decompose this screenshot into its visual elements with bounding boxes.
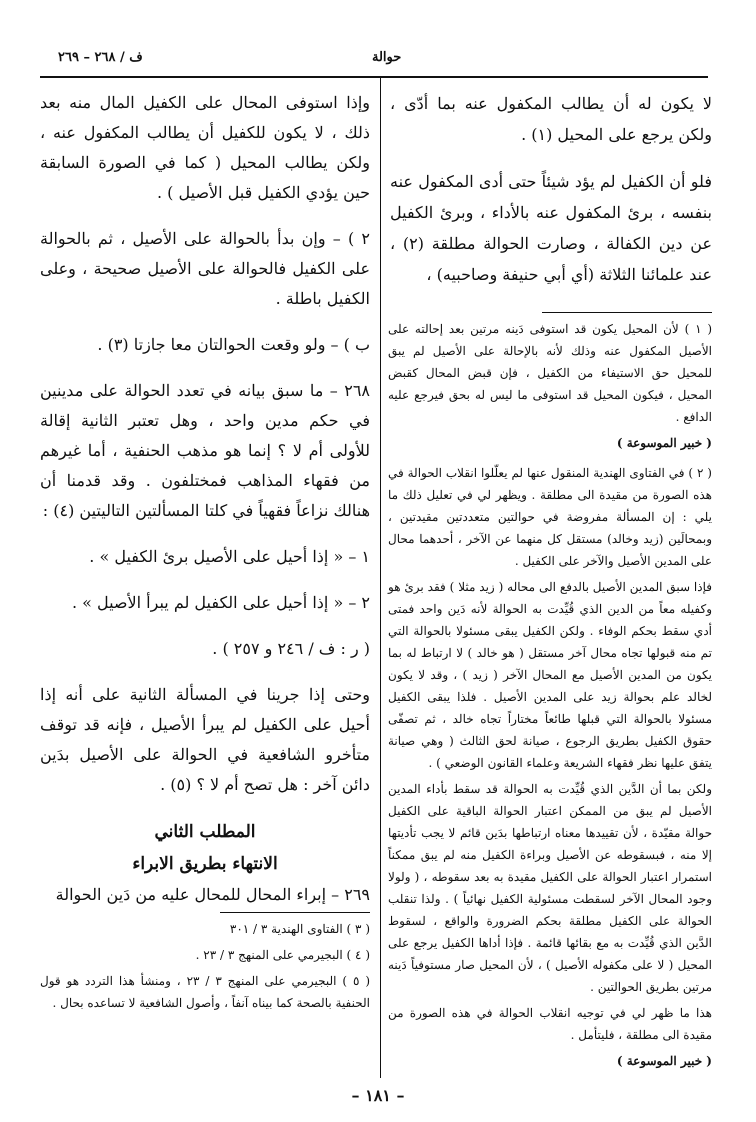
left-footnotes	[40, 918, 370, 1018]
right-footnotes	[388, 318, 712, 1080]
right-column	[390, 88, 712, 306]
page-number: – ١٨١ –	[351, 1086, 405, 1105]
left-paragraph: ب ) – ولو وقعت الحوالتان معا جازتا (٣) .	[97, 335, 370, 354]
left-list-item: ١ – « إذا أحيل على الأصيل برئ الكفيل » .	[89, 547, 370, 566]
section-heading: المطلب الثاني	[154, 822, 256, 842]
left-list-item: ٢ – « إذا أحيل على الكفيل لم يبرأ الأصيل » .	[71, 593, 370, 612]
signature-expert-1: ( خبير الموسوعة )	[616, 436, 712, 450]
footnote-rule-left	[220, 912, 370, 913]
footnote-2-conclusion: هذا ما ظهر لي في توجيه انقلاب الحوالة في هذه الصورة من مقيدة الى مطلقة ، فليتأمل .	[388, 1006, 712, 1042]
column-divider	[380, 78, 381, 1078]
footnote-rule-right	[542, 312, 712, 313]
footnote-4: ( ٤ ) البجيرمي على المنهج ٣ / ٢٣ .	[195, 948, 370, 962]
footnote-5: ( ٥ ) البجيرمي على المنهج ٣ / ٢٣ ، ومنشأ هذا التردد هو قول الحنفية بالصحة كما بيناه آنفاً ، وأصول الشافعية لا تساعده بحال .	[40, 974, 371, 1010]
cross-reference: ( ر : ف / ٢٤٦ و ٢٥٧ ) .	[212, 639, 370, 658]
section-subheading: الانتهاء بطريق الابراء	[132, 854, 278, 874]
section-268-paragraph: ٢٦٨ – ما سبق بيانه في تعدد الحوالة على مدينين في حكم مدين واحد ، وهل تعتبر الثانية إقالة للأولى أم لا ؟ إنما هو مذهب الحنفية ، أما غيرهم من فقهاء المذاهب فمختلفون . وقد قدمنا أن هنالك نزاعاً فقهياً في كلتا المسألتين التاليتين (٤) :	[40, 381, 370, 520]
right-paragraph: لا يكون له أن يطالب المكفول عنه بما أدّى ، ولكن يرجع على المحيل (١) .	[390, 94, 712, 144]
header-rule	[40, 76, 708, 78]
header-section-ref: ف / ٢٦٨ – ٢٦٩	[58, 50, 143, 65]
signature-expert-2: ( خبير الموسوعة )	[616, 1054, 712, 1068]
footnote-2-continued: فإذا سبق المدين الأصيل بالدفع الى محاله ( زيد مثلا ) فقد برئ هو وكفيله معاً من الدين الذي قُيِّدت به الحوالة لأنه دَين واحد فمتى أدي سقط بحكم الوفاء . ولكن الكفيل يبقى مسئولا بالحوالة التي تم منه قبولها تجاه محال آخر مستقل ( هو خالد ) لا ارتباط له بما يكون من المدين الأصيل مع المحال الآخر ( زيد ) ، وقد لا يكون لخالد علم بحوالة زيد على المدين الأصيل . فلذا يبقى الكفيل مسئولا بالحوالة التي قبلها طائعاً مختاراً تجاه خالد ، ثم تصفّى حقوق الكفيل بطريق الرجوع ، صيانة لحق الثالث ( وهي صيانة يتفق عليها نظر فقهاء الشريعة وعلماء القانون الوضعي ) .	[388, 580, 712, 770]
right-paragraph: فلو أن الكفيل لم يؤد شيئاً حتى أدى المكفول عنه بنفسه ، برئ المكفول عنه بالأداء ، وبرئ الكفيل عن دين الكفالة ، وصارت الحوالة مطلقة (٢) ، عند علمائنا الثلاثة (أي أبي حنيفة وصاحبيه) ،	[390, 172, 712, 284]
footnote-1: ( ١ ) لأن المحيل يكون قد استوفى دَينه مرتين بعد إحالته على الأصيل المكفول عنه وذلك لأنه بالإحالة على الأصيل لم يبق للمحيل حق الاستيفاء من الكفيل ، فإن قبض المحال كقبض المحيل ، فيكون المحيل قد استوفى ما ليس له بحق فيرجع عليه الدافع .	[388, 322, 712, 424]
footnote-3: ( ٣ ) الفتاوى الهندية ٣ / ٣٠١	[229, 922, 370, 936]
left-paragraph: وإذا استوفى المحال على الكفيل المال منه بعد ذلك ، لا يكون للكفيل أن يطالب المكفول عنه ، ولكن يطالب المحيل ( كما في الصورة السابقة حين يؤدي الكفيل قبل الأصيل ) .	[40, 93, 370, 202]
left-paragraph: ٢ ) – وإن بدأ بالحوالة على الأصيل ، ثم بالحوالة على الكفيل فالحوالة على الأصيل صحيحة ، وعلى الكفيل باطلة .	[40, 229, 370, 308]
header-topic: حوالة	[372, 50, 402, 65]
left-column	[40, 88, 370, 926]
footnote-2-continued: ولكن بما أن الدَّين الذي قُيِّدت به الحوالة قد سقط بأداء المدين الأصيل لم يبق من الممكن اعتبار الحوالة الباقية على الكفيل حوالة مقيّدة ، لأن تقييدها معناه ارتباطها بدَين قائم لا يجب تأديتها إلا منه ، فبسقوطه عن الأصيل وبراءة الكفيل منه لم يبق ممكناً استمرار اعتبار الحوالة على الكفيل مقيدة به بعد سقوطه ، ( ولولا وجود المحال الآخر لسقطت مسئولية الكفيل نهائياً ) . ولذا تنقلب الحوالة على الكفيل مطلقة بحكم الضرورة والواقع ، لسقوط الدَّين الذي قُيِّدت به مع بقائها قائمة . فإذا أداها الكفيل يرجع على المحيل ( لا على مكفوله الأصيل ) ، لأن المحيل صار مستوفياً دَينه مرتين بطريق الحوالتين .	[388, 782, 713, 994]
footnote-2: ( ٢ ) في الفتاوى الهندية المنقول عنها لم يعلّلوا انقلاب الحوالة في هذه الصورة من مقيدة الى مطلقة . ويظهر لي في تعليل ذلك ما يلي : إن المسألة مفروضة في حوالتين متعددتين مقيدتين ، وبمحالَين (زيد وخالد) مستقل كل منهما عن الآخر ، أحدهما محال على المدين الأصيل والآخر على الكفيل .	[388, 466, 712, 568]
section-269-paragraph: ٢٦٩ – إبراء المحال للمحال عليه من دَين الحوالة	[55, 885, 370, 904]
left-paragraph: وحتى إذا جرينا في المسألة الثانية على أنه إذا أحيل على الكفيل لم يبرأ الأصيل ، فإنه قد توقف متأخرو الشافعية في الحوالة على الأصيل بدَين دائن آخر : هل تصح أم لا ؟ (٥) .	[40, 685, 370, 794]
